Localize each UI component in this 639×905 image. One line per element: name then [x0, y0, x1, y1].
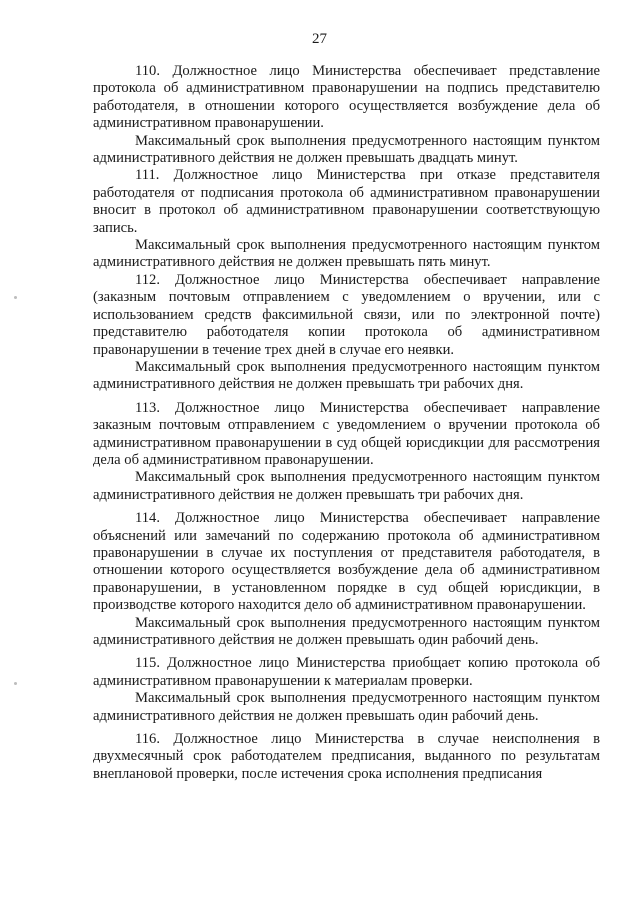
- document-body: [93, 63, 600, 783]
- paragraph-114: 114. Должностное лицо Министерства обеспечивает направление объяснений или замечаний по содержанию протокола об административном правонарушении в случае их поступления от представителя работодателя, в отношении которого осуществляется возбуждение дела об административном правонарушении, в установленном порядке в суд общей юрисдикции, в производстве которого находится дело об административном правонарушении.: [93, 510, 600, 614]
- paragraph-114-deadline: Максимальный срок выполнения предусмотренного настоящим пунктом административного действия не должен превышать один рабочий день.: [93, 614, 600, 648]
- paragraph-116: 116. Должностное лицо Министерства в случае неисполнения в двухмесячный срок работодателем предписания, выданного по результатам внеплановой проверки, после истечения срока исполнения предписания: [93, 731, 600, 782]
- paragraph-112: 112. Должностное лицо Министерства обеспечивает направление (заказным почтовым отправлением с уведомлением о вручении, или с использованием средств факсимильной связи, или по электронной почте) представителю работодателя копии протокола об административном правонарушении в течение трех дней в случае его неявки.: [93, 271, 600, 358]
- paragraph-115-deadline: Максимальный срок выполнения предусмотренного настоящим пунктом административного действия не должен превышать один рабочий день.: [93, 690, 600, 724]
- paragraph-110: 110. Должностное лицо Министерства обеспечивает представление протокола об административном правонарушении на подпись представителю работодателя, в отношении которого осуществляется возбуждение дела об административном правонарушении.: [93, 63, 600, 132]
- paragraph-113: 113. Должностное лицо Министерства обеспечивает направление заказным почтовым отправлением с уведомлением о вручении протокола об административном правонарушении в суд общей юрисдикции для рассмотрения дела об административном правонарушении.: [93, 399, 600, 468]
- paragraph-111: 111. Должностное лицо Министерства при отказе представителя работодателя от подписания протокола об административном правонарушении вносит в протокол об административном правонарушении соответствующую запись.: [93, 167, 600, 236]
- paragraph-111-deadline: Максимальный срок выполнения предусмотренного настоящим пунктом административного действия не должен превышать пять минут.: [93, 237, 600, 271]
- page-number: 27: [312, 31, 327, 47]
- paragraph-112-deadline: Максимальный срок выполнения предусмотренного настоящим пунктом административного действия не должен превышать три рабочих дня.: [93, 358, 600, 393]
- scan-mark: [14, 682, 17, 685]
- paragraph-113-deadline: Максимальный срок выполнения предусмотренного настоящим пунктом административного действия не должен превышать три рабочих дня.: [93, 469, 600, 503]
- paragraph-115: 115. Должностное лицо Министерства приобщает копию протокола об административном правонарушении к материалам проверки.: [93, 655, 600, 689]
- scan-mark: [14, 296, 17, 299]
- paragraph-110-deadline: Максимальный срок выполнения предусмотренного настоящим пунктом административного действия не должен превышать двадцать минут.: [93, 132, 600, 167]
